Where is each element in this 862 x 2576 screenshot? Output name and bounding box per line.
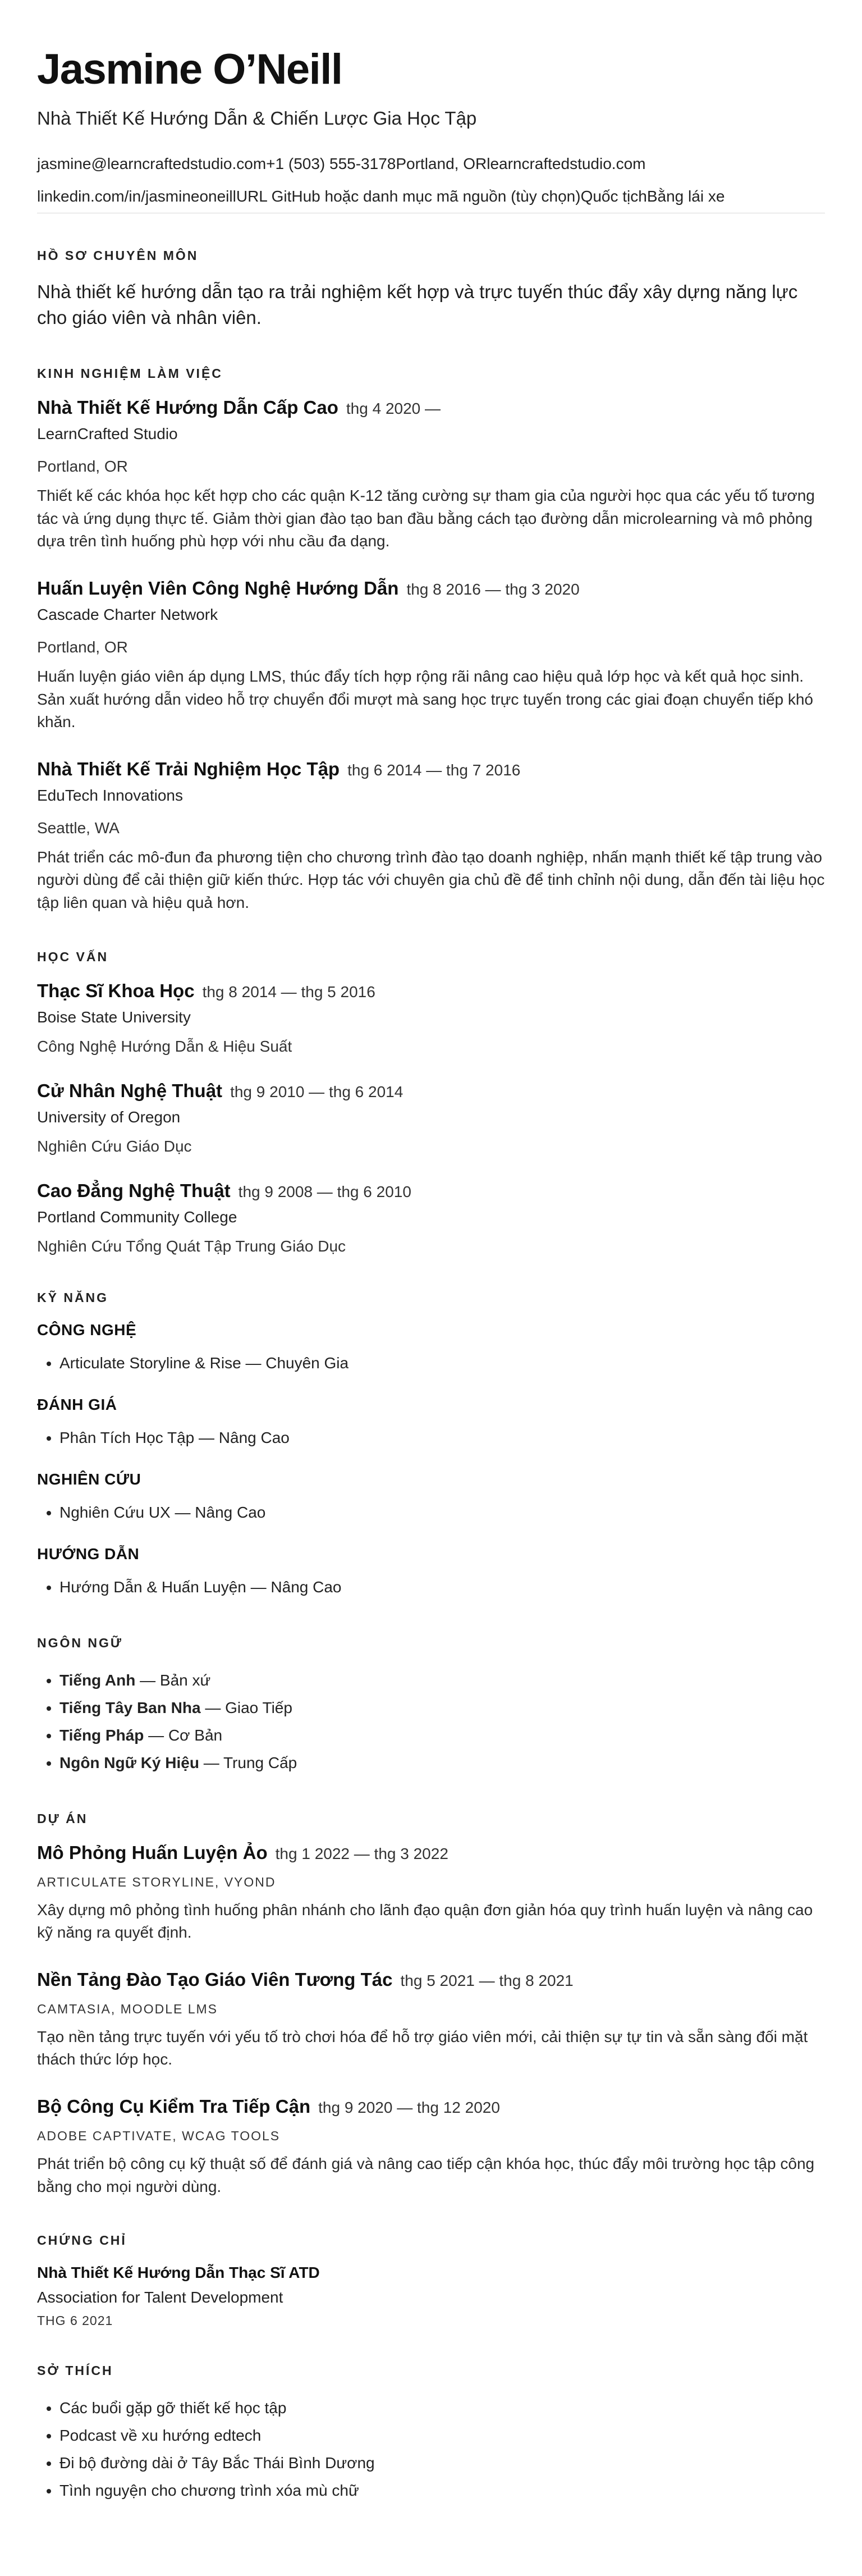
degree-title: Thạc Sĩ Khoa Học — [37, 980, 195, 1001]
company-name: EduTech Innovations — [37, 786, 183, 804]
interest-item: • Tình nguyện cho chương trình xóa mù chữ — [59, 2477, 825, 2504]
language-name: Tiếng Pháp — [59, 1726, 144, 1744]
project-entry — [37, 1842, 825, 1944]
job-location: Portland, OR — [37, 638, 128, 656]
language-item — [59, 1721, 825, 1749]
projects-section — [37, 1811, 825, 2199]
section-title: HỌC VẤN — [37, 949, 109, 964]
summary-text: Nhà thiết kế hướng dẫn tạo ra trải nghiệm kết hợp và trực tuyến thúc đẩy xây dựng năng lực cho giáo viên và nhân viên. — [37, 281, 798, 328]
job-location: Portland, OR — [37, 458, 128, 476]
project-date: thg 9 2020 — thg 12 2020 — [318, 2099, 500, 2117]
certification-entry — [37, 2264, 825, 2328]
license-text: Bằng lái xe — [646, 188, 725, 205]
project-description: Phát triển bộ công cụ kỹ thuật số để đánh giá và nâng cao tiếp cận khóa học, thúc đẩy môi trường học tập công bằng cho mọi người dùng. — [37, 2155, 815, 2195]
education-date: thg 9 2010 — thg 6 2014 — [230, 1083, 404, 1100]
section-title: DỰ ÁN — [37, 1811, 88, 1826]
experience-section — [37, 366, 825, 914]
job-description: Phát triển các mô-đun đa phương tiện cho chương trình đào tạo doanh nghiệp, nhấn mạnh thiết kế tập trung vào người dùng để cải thiện giữ kiến thức. Hợp tác với chuyên gia chủ đề để tinh chỉnh nội dung, dẫn đến tài liệu học tập liên quan và hiệu quả hơn. — [37, 848, 825, 912]
job-date: thg 6 2014 — thg 7 2016 — [347, 761, 521, 779]
experience-entry — [37, 397, 825, 553]
nationality-text: Quốc tịch — [580, 188, 647, 205]
skill-item: • Nghiên Cứu UX — Nâng Cao — [59, 1499, 825, 1526]
education-date: thg 8 2014 — thg 5 2016 — [202, 983, 375, 1001]
section-title: KỸ NĂNG — [37, 1290, 109, 1305]
language-item — [59, 1694, 825, 1721]
summary-section — [37, 248, 825, 332]
school-name: University of Oregon — [37, 1108, 181, 1126]
degree-title: Cao Đẳng Nghệ Thuật — [37, 1180, 231, 1201]
website-link[interactable]: learncraftedstudio.com — [487, 154, 646, 172]
skill-group — [37, 1470, 825, 1526]
project-tech: CAMTASIA, MOODLE LMS — [37, 2001, 218, 2016]
language-item — [59, 1749, 825, 1776]
project-tech: ADOBE CAPTIVATE, WCAG TOOLS — [37, 2129, 281, 2144]
section-title: HỒ SƠ CHUYÊN MÔN — [37, 248, 199, 263]
skill-category: ĐÁNH GIÁ — [37, 1395, 117, 1413]
study-field: Nghiên Cứu Tổng Quát Tập Trung Giáo Dục — [37, 1237, 346, 1255]
project-description: Xây dựng mô phỏng tình huống phân nhánh cho lãnh đạo quận đơn giản hóa quy trình huấn luyện và nâng cao kỹ năng ra quyết định. — [37, 1901, 813, 1942]
candidate-name: Jasmine O’Neill — [37, 45, 342, 93]
project-entry — [37, 1969, 825, 2071]
language-level: — Trung Cấp — [199, 1753, 297, 1771]
location-text: Portland, OR — [396, 154, 487, 172]
skill-group — [37, 1545, 825, 1601]
contact-row-primary — [37, 154, 825, 174]
experience-entry — [37, 578, 825, 734]
skill-group — [37, 1396, 825, 1451]
skill-group — [37, 1321, 825, 1377]
portfolio-link[interactable]: URL GitHub hoặc danh mục mã nguồn (tùy chọn) — [236, 188, 581, 205]
project-title: Nền Tảng Đào Tạo Giáo Viên Tương Tác — [37, 1968, 393, 1990]
degree-title: Cử Nhân Nghệ Thuật — [37, 1080, 223, 1101]
job-description: Thiết kế các khóa học kết hợp cho các quận K-12 tăng cường sự tham gia của người học qua các yếu tố tương tác và ứng dụng thực tế. Giảm thời gian đào tạo ban đầu bằng cách tạo đường dẫn microlearning và mô phỏng dựa trên tình huống phù hợp với nhu cầu đa dạng. — [37, 487, 815, 550]
certification-org: Association for Talent Development — [37, 2289, 283, 2306]
project-title: Bộ Công Cụ Kiểm Tra Tiếp Cận — [37, 2096, 311, 2117]
certification-date: THG 6 2021 — [37, 2313, 113, 2328]
skill-item: • Phân Tích Học Tập — Nâng Cao — [59, 1424, 825, 1451]
job-description: Huấn luyện giáo viên áp dụng LMS, thúc đẩy tích hợp rộng rãi nâng cao hiệu quả lớp học và kết quả học sinh. Sản xuất hướng dẫn video hỗ trợ chuyển đổi mượt mà sang học trực tuyến trong các giai đoạn chuyển tiếp khó khăn. — [37, 668, 814, 731]
interest-item: • Đi bộ đường dài ở Tây Bắc Thái Bình Dương — [59, 2449, 825, 2477]
education-date: thg 9 2008 — thg 6 2010 — [238, 1182, 411, 1200]
project-date: thg 1 2022 — thg 3 2022 — [275, 1844, 448, 1862]
interests-section — [37, 2363, 825, 2504]
company-name: Cascade Charter Network — [37, 606, 218, 624]
language-name: Ngôn Ngữ Ký Hiệu — [59, 1753, 199, 1771]
languages-section — [37, 1636, 825, 1776]
job-title: Nhà Thiết Kế Hướng Dẫn Cấp Cao — [37, 397, 338, 418]
school-name: Boise State University — [37, 1008, 191, 1026]
skills-section — [37, 1290, 825, 1601]
language-level: — Bản xứ — [135, 1671, 211, 1689]
study-field: Công Nghệ Hướng Dẫn & Hiệu Suất — [37, 1037, 292, 1055]
language-level: — Giao Tiếp — [200, 1698, 292, 1716]
interest-item: • Các buổi gặp gỡ thiết kế học tập — [59, 2394, 825, 2422]
section-title: KINH NGHIỆM LÀM VIỆC — [37, 366, 223, 381]
project-description: Tạo nền tảng trực tuyến với yếu tố trò chơi hóa để hỗ trợ giáo viên mới, cải thiện sự tự tin và sẵn sàng đối mặt thách thức lớp học. — [37, 2027, 808, 2068]
email-link[interactable]: jasmine@learncraftedstudio.com — [37, 154, 267, 172]
language-item — [59, 1666, 825, 1694]
project-tech: ARTICULATE STORYLINE, VYOND — [37, 1874, 276, 1889]
company-name: LearnCrafted Studio — [37, 425, 178, 443]
section-title: SỞ THÍCH — [37, 2363, 113, 2378]
job-date: thg 8 2016 — thg 3 2020 — [406, 581, 580, 599]
study-field: Nghiên Cứu Giáo Dục — [37, 1137, 192, 1155]
candidate-headline: Nhà Thiết Kế Hướng Dẫn & Chiến Lược Gia Học Tập — [37, 107, 477, 129]
experience-entry — [37, 759, 825, 915]
project-date: thg 5 2021 — thg 8 2021 — [400, 1971, 574, 1989]
language-level: — Cơ Bản — [144, 1726, 223, 1744]
phone-number[interactable]: +1 (503) 555-3178 — [266, 154, 396, 172]
education-section — [37, 949, 825, 1255]
contact-row-secondary — [37, 186, 825, 207]
linkedin-link[interactable]: linkedin.com/in/jasmineoneill — [37, 188, 236, 205]
skill-item: • Articulate Storyline & Rise — Chuyên Gia — [59, 1349, 825, 1377]
education-entry — [37, 980, 825, 1056]
certification-name: Nhà Thiết Kế Hướng Dẫn Thạc Sĩ ATD — [37, 2264, 320, 2282]
job-date: thg 4 2020 — — [346, 400, 441, 418]
project-title: Mô Phỏng Huấn Luyện Ảo — [37, 1842, 268, 1863]
skill-category: CÔNG NGHỆ — [37, 1321, 137, 1339]
skill-item: • Hướng Dẫn & Huấn Luyện — Nâng Cao — [59, 1573, 825, 1601]
education-entry — [37, 1180, 825, 1255]
section-title: NGÔN NGỮ — [37, 1635, 123, 1650]
language-name: Tiếng Tây Ban Nha — [59, 1698, 201, 1716]
skill-category: HƯỚNG DẪN — [37, 1545, 140, 1563]
project-entry — [37, 2096, 825, 2198]
job-title: Huấn Luyện Viên Công Nghệ Hướng Dẫn — [37, 578, 399, 599]
language-name: Tiếng Anh — [59, 1671, 136, 1689]
job-location: Seattle, WA — [37, 819, 120, 837]
section-title: CHỨNG CHỈ — [37, 2233, 127, 2248]
job-title: Nhà Thiết Kế Trải Nghiệm Học Tập — [37, 758, 340, 779]
education-entry — [37, 1080, 825, 1155]
certifications-section — [37, 2233, 825, 2328]
resume-header — [37, 47, 825, 213]
school-name: Portland Community College — [37, 1208, 237, 1226]
interest-item: • Podcast về xu hướng edtech — [59, 2422, 825, 2449]
skill-category: NGHIÊN CỨU — [37, 1470, 141, 1488]
